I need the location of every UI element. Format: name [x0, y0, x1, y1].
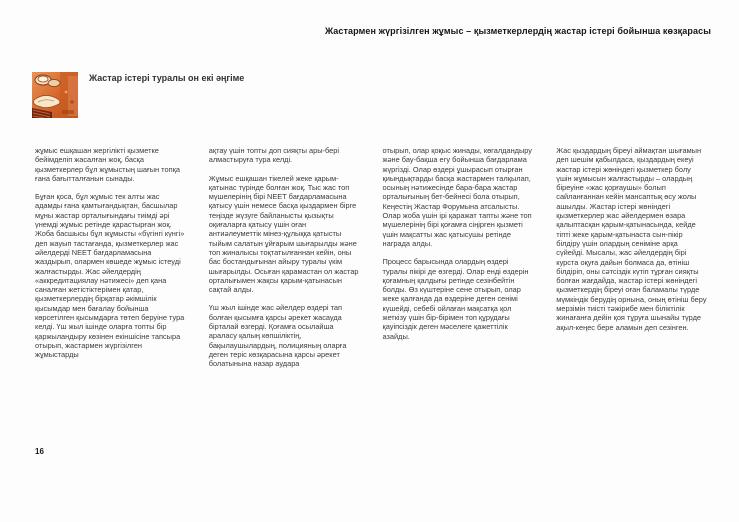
- section-heading-row: [32, 72, 244, 118]
- text-column-1: [35, 146, 186, 436]
- running-header: Жастармен жүргізілген жұмыс – қызметкерлердің жастар істері бойынша көзқарасы: [324, 26, 711, 36]
- paragraph: жұмыс ешқашан жергілікті қызметке бейімделіп жасалған жоқ, басқа қызметкерлер бұл жұмыстың шағын топқа ғана бағытталғанын сынады.: [35, 146, 180, 183]
- paragraph: Жас қыздардың біреуі аймақтан шығамын деп шешім қабылдаса, қыздардың екеуі жастар істері жөніндегі қызметкер болу үшін жұмысын жалғастырды – олардың біреуіне «жас қорғаушы» болып сайланғаннан кейін мансаптық өсу жолы ашылды. Жастар істері жөніндегі қызметкерлер жас әйелдермен өзара қалыптасқан қарым-қатынасында, кейде тіпті жеке қарым-қатынаста сын-пікір білдіру үшін олардың сеніміне арқа сүйейді. Мысалы, жас әйелдердің бірі курста оқуға дайын болмаса да, өтініш білдіріп, оны сәтсіздік күтіп тұрған сияқты болған жағдайда, жастар істері жөніндегі қызметкердің біреуі оған баламалы түрде мүмкіндік берудің орнына, оның өтініш беру мерзімін тиісті тәжірибе мен біліктілік жинағанға дейін қоя тұруға шынайы түрде ақыл-кеңес бере аламын деп сезінген.: [556, 146, 707, 332]
- body-columns: [35, 146, 707, 436]
- text-column-3: [383, 146, 534, 436]
- paragraph: Жұмыс ешқашан тікелей жеке қарым-қатынас түрінде болған жоқ. Тыс жас топ мүшелерінің бірі NEET бағдарламасына қатысу үшін немесе басқа қыздармен бірге теңізде жүзуге байланысты қызықты оқиғаларға қатысу үшін оған антиәлеуметтік мінез-құлыққа қатысты тыйым салатын ұйғарым шығарылды және топ жиналысы тоқтатылғаннан кейін, оны бас бостандығынан айыру туралы үкім шығарылды. Осыған қарамастан ол жастар орталығымен жақсы қарым-қатынасын сақтай алды.: [208, 173, 359, 295]
- section-title: Жастар істері туралы он екі әңгіме: [89, 73, 245, 83]
- text-column-4: [556, 146, 707, 436]
- paragraph: Үш жыл ішінде жас әйелдер өздері тап болған қысымға қарсы әрекет жасауда бірталай өзгерді. Қоғамға осылайша араласу қалың көпшіліктің, бақылаушылардың, полицияның оларға деген теріс көзқарасына қарсы әрекет болатынына назар аудара: [208, 303, 347, 369]
- paragraph: Процесс барысында олардың өздері туралы пікірі де өзгерді. Олар енді өздерін қоғамның қалдығы ретінде сезінбейтін болды. Өз күштеріне сене отырып, олар жеке қалғанда да өздеріне деген сенімі күшейді, себебі ойлаған мақсатқа қол жеткізу үшін бір-бірімен топ құрудағы қауіпсіздік деген мәселеге қажеттілік азайды.: [382, 257, 529, 341]
- story-thumbnail-image: [32, 72, 78, 118]
- paragraph: Бұған қоса, бұл жұмыс тек алты жас адамды ғана қамтығандықтан, басшылар мұны жастар орталығындағы тиімді әрі үнемді жұмыс ретінде қарастырған жоқ. Жоба басшысы бұл жұмысты «бүгінгі күнгі» деп жауып тастағанда, қызметкерлер жас әйелдерді NEET бағдарламасына жаздырып, олармен көшеде жұмыс істеуді жалғастырды. Жас әйелдердің «аккредитациялау нәтижесі» деп қана саналған жетістіктерімен қатар, қызметкерлердің бірқатар әкімшілік қысымдар мен бағалау бойынша көрсетілген қысымдарға төтеп беруіне тура келді. Үш жыл ішінде оларға топты бір қаржыландыру көзінен екіншісіне тапсыра отырып, жастармен жүргізілген жұмыстарды: [35, 192, 185, 360]
- text-column-2: [209, 146, 360, 436]
- paragraph: ақтау үшін топты доп сияқты ары-бері алмастыруға тура келді.: [208, 146, 340, 165]
- page-number: 16: [35, 447, 44, 456]
- paragraph: отырып, олар қоқыс жинады, көгалдандыру және бау-бақша егу бойынша бағдарлама жүргізді. Олар өздері ұшырасып отырған қиындықтарды басқа жастармен талқылап, осының нәтижесінде бара-бара жастар орталығының бет-бейнесі бола отырып, Кеңестің Жастар Форумына атсалысты. Олар жоба үшін ірі қаражат тапты және топ мүшелерінің бірі қоғамға сіңірген қызметі үшін мақсатты жас қатысушы ретінде награда алды.: [382, 146, 532, 248]
